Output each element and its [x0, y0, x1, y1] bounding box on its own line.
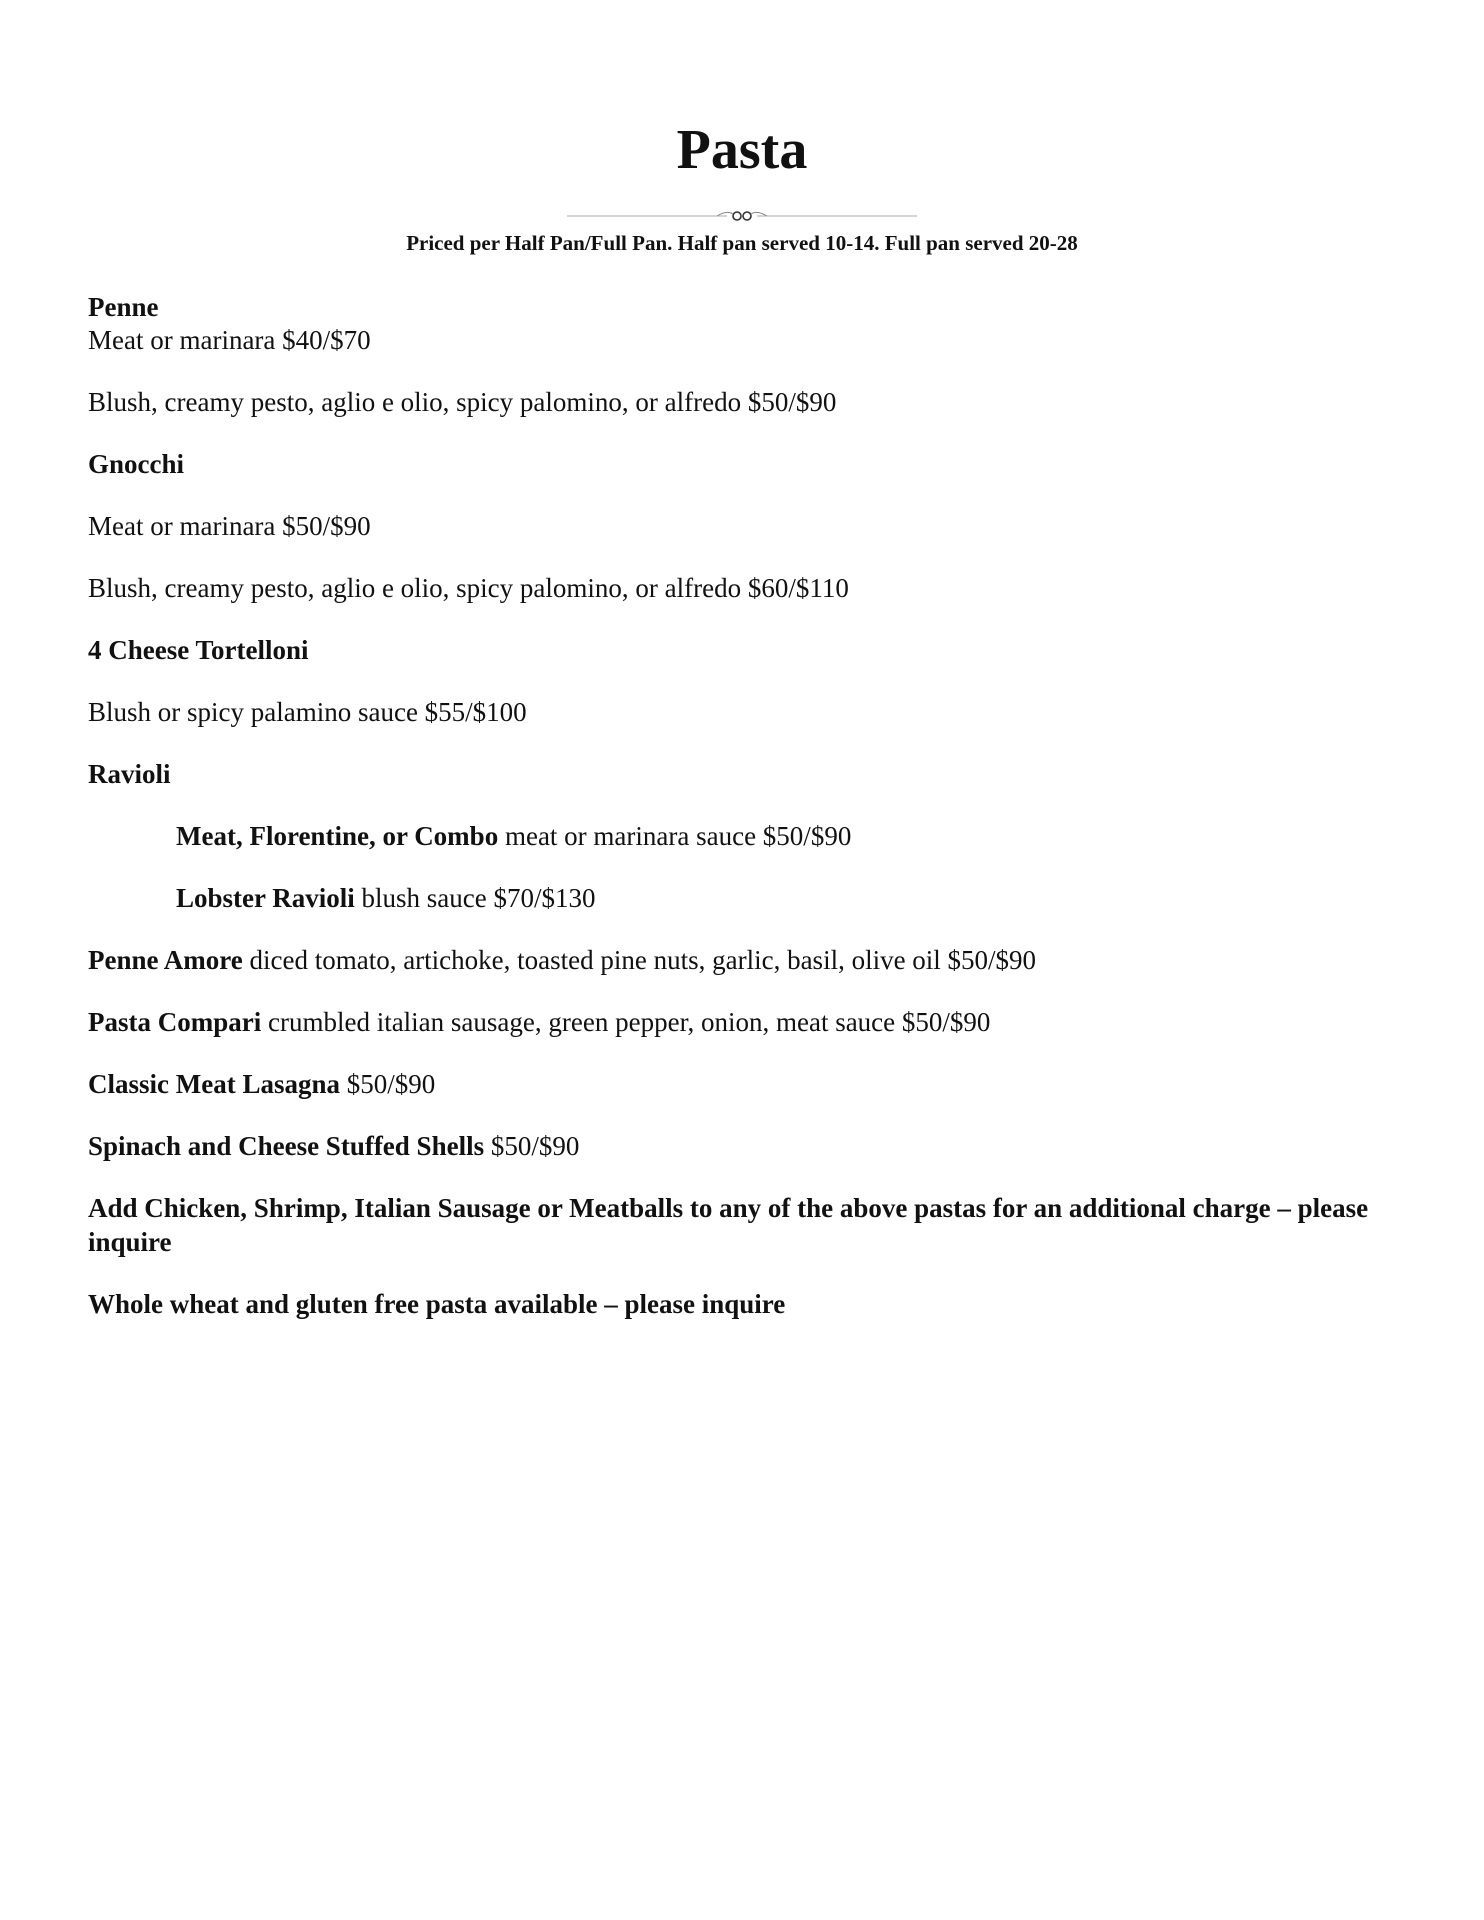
- dietary-note: Whole wheat and gluten free pasta available – please inquire: [88, 1289, 786, 1319]
- menu-item: [88, 1005, 990, 1039]
- item-description: diced tomato, artichoke, toasted pine nuts, garlic, basil, olive oil $50/$90: [242, 945, 1037, 975]
- menu-line: Blush, creamy pesto, aglio e olio, spicy palomino, or alfredo $50/$90: [88, 387, 837, 417]
- item-description: $50/$90: [340, 1069, 436, 1099]
- item-name: Spinach and Cheese Stuffed Shells: [88, 1131, 485, 1161]
- item-name: Classic Meat Lasagna: [88, 1069, 340, 1099]
- item-description: blush sauce $70/$130: [354, 883, 596, 913]
- section-heading-penne: Penne: [88, 292, 159, 322]
- section-heading-gnocchi: Gnocchi: [88, 449, 185, 479]
- ravioli-item: [176, 819, 851, 853]
- item-description: crumbled italian sausage, green pepper, onion, meat sauce $50/$90: [261, 1007, 991, 1037]
- item-name: Meat, Florentine, or Combo: [176, 821, 499, 851]
- item-description: meat or marinara sauce $50/$90: [498, 821, 852, 851]
- menu-line: Blush or spicy palamino sauce $55/$100: [88, 697, 527, 727]
- section-heading-ravioli: Ravioli: [88, 759, 171, 789]
- section-heading-tortelloni: 4 Cheese Tortelloni: [88, 635, 309, 665]
- page-title: Pasta: [676, 119, 808, 181]
- menu-line: Meat or marinara $40/$70: [88, 325, 371, 355]
- ravioli-item: [176, 881, 596, 915]
- item-name: Penne Amore: [88, 945, 243, 975]
- addons-note: Add Chicken, Shrimp, Italian Sausage or Meatballs to any of the above pastas for an additional charge – please inquire: [88, 1193, 1369, 1257]
- menu-line: Blush, creamy pesto, aglio e olio, spicy palomino, or alfredo $60/$110: [88, 573, 849, 603]
- menu-item: [88, 1067, 435, 1101]
- item-name: Pasta Compari: [88, 1007, 262, 1037]
- item-name: Lobster Ravioli: [176, 883, 355, 913]
- menu-item: [88, 943, 1036, 977]
- menu-item: [88, 1129, 579, 1163]
- menu-line: Meat or marinara $50/$90: [88, 511, 371, 541]
- pricing-note: Priced per Half Pan/Full Pan. Half pan served 10-14. Full pan served 20-28: [406, 231, 1078, 255]
- ornament-divider-icon: [567, 206, 917, 226]
- item-description: $50/$90: [484, 1131, 580, 1161]
